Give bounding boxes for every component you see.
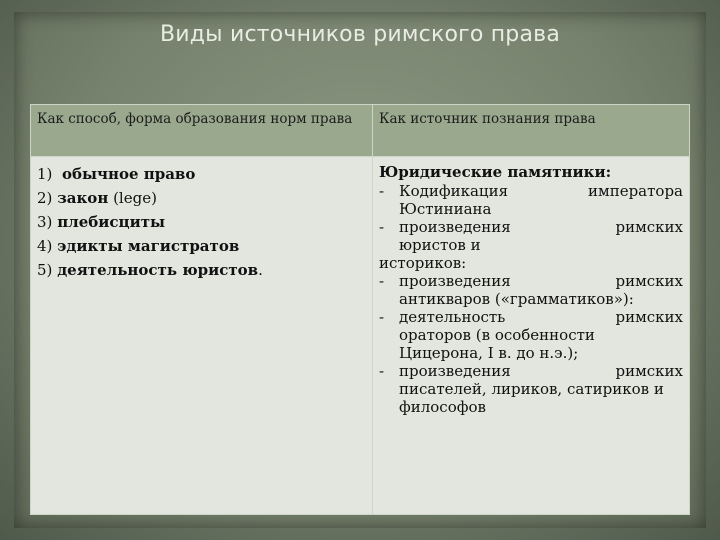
item-dash: -	[379, 272, 385, 290]
item-text: деятельность юристов	[57, 261, 259, 279]
item-dash: -	[379, 182, 385, 200]
header-cell-formation: Как способ, форма образования норм права	[31, 105, 373, 157]
list-item	[37, 234, 366, 258]
right-list-item	[379, 362, 683, 416]
list-item	[37, 210, 366, 234]
item-number: 1)	[37, 165, 53, 183]
header-cell-cognition: Как источник познания права	[373, 105, 690, 157]
item-line: Кодификация императора	[399, 182, 683, 200]
item-continuation: юристов и	[399, 236, 481, 254]
list-item	[37, 186, 366, 210]
item-number: 2)	[37, 189, 53, 207]
item-text: эдикты магистратов	[57, 237, 240, 255]
item-line: произведения римских	[399, 218, 683, 236]
item-continuation: ораторов (в особенности Цицерона, I в. до н.э.);	[399, 326, 595, 362]
table-body-row	[31, 157, 690, 515]
item-continuation: антикваров («грамматиков»):	[399, 290, 634, 308]
right-list-item	[379, 182, 683, 218]
item-dash: -	[379, 218, 385, 236]
right-list-item	[379, 272, 683, 308]
item-text: обычное право	[61, 165, 196, 183]
item-text: закон	[57, 189, 109, 207]
formation-list	[37, 162, 366, 282]
item-line: произведения римских	[399, 272, 683, 290]
item-number: 4)	[37, 237, 53, 255]
item-continuation: Юстиниана	[399, 200, 492, 218]
item-extra: .	[258, 261, 263, 279]
sources-table	[30, 104, 690, 515]
item-line: произведения римских	[399, 362, 683, 380]
right-list-item	[379, 218, 683, 254]
table-header-row	[31, 105, 690, 157]
item-continuation: писателей, лириков, сатириков и философов	[399, 380, 664, 416]
item-extra: (lege)	[108, 189, 157, 207]
right-cell	[373, 157, 690, 515]
item-line: деятельность римских	[399, 308, 683, 326]
left-cell	[31, 157, 373, 515]
right-list-continuation: историков:	[379, 254, 467, 272]
slide-title: Виды источников римского права	[159, 22, 560, 47]
right-heading: Юридические памятники:	[379, 163, 612, 181]
item-number: 5)	[37, 261, 53, 279]
item-dash: -	[379, 308, 385, 326]
list-item	[37, 258, 366, 282]
item-number: 3)	[37, 213, 53, 231]
right-list-item	[379, 308, 683, 362]
item-text: плебисциты	[57, 213, 166, 231]
list-item	[37, 162, 366, 186]
item-dash: -	[379, 362, 385, 380]
